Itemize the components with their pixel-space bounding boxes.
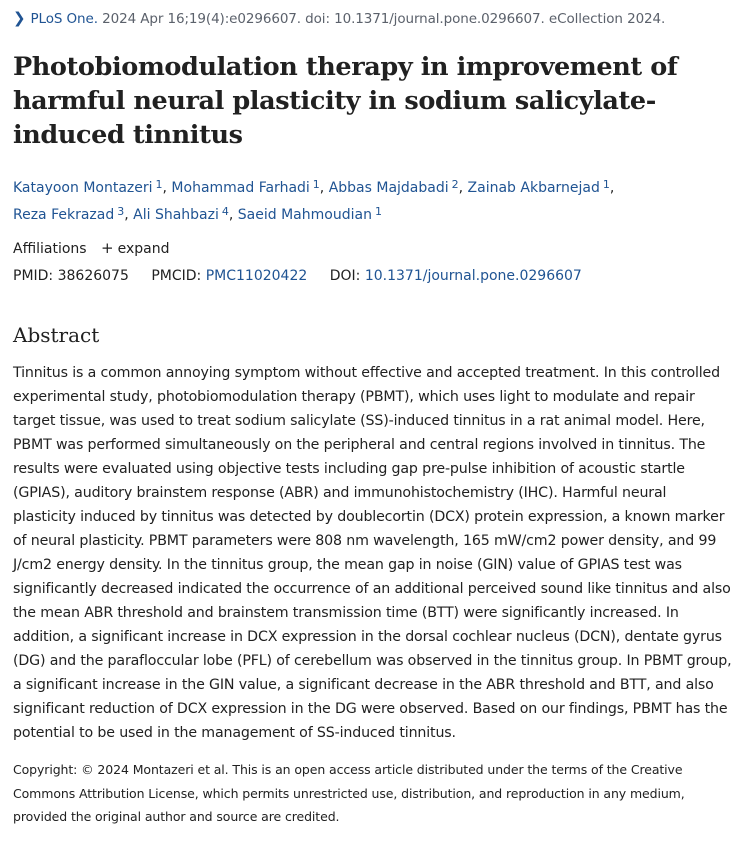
author-separator: , xyxy=(609,180,615,196)
citation-details: 2024 Apr 16;19(4):e0296607. doi: 10.1371/journal.pone.0296607. eCollection 2024. xyxy=(97,11,666,27)
doi-link[interactable]: 10.1371/journal.pone.0296607 xyxy=(364,268,582,284)
author-separator: , xyxy=(319,180,329,196)
author-item xyxy=(238,207,382,223)
plus-icon: + xyxy=(101,239,114,257)
expand-label: expand xyxy=(117,241,170,257)
affiliations-expand-button[interactable] xyxy=(101,241,169,257)
author-separator: , xyxy=(162,180,172,196)
author-item xyxy=(468,180,615,196)
author-link[interactable]: Reza Fekrazad xyxy=(13,207,115,223)
citation-line xyxy=(13,8,733,29)
author-affiliation-ref[interactable]: 1 xyxy=(155,178,163,191)
affiliations-row xyxy=(13,237,733,260)
author-affiliation-ref[interactable]: 1 xyxy=(312,178,320,191)
pmcid-link[interactable]: PMC11020422 xyxy=(205,268,308,284)
author-link[interactable]: Zainab Akbarnejad xyxy=(467,180,600,196)
author-link[interactable]: Mohammad Farhadi xyxy=(171,180,310,196)
author-link[interactable]: Ali Shahbazi xyxy=(133,207,219,223)
journal-name: PLoS One. xyxy=(30,11,98,27)
identifiers-row xyxy=(13,265,733,287)
abstract-text: Tinnitus is a common annoying symptom without effective and accepted treatment. In this controlled experimental study, photobiomodulation therapy (PBMT), which uses light to modulate and repair target tissue, was used to treat sodium salicylate (SS)-induced tinnitus in a rat animal model. Here, PBMT was performed simultaneously on the peripheral and central regions involved in tinnitus. The results were evaluated using objective tests including gap pre-pulse inhibition of acoustic startle (GPIAS), auditory brainstem response (ABR) and immunohistochemistry (IHC). Harmful neural plasticity induced by tinnitus was detected by doublecortin (DCX) protein expression, a known marker of neural plasticity. PBMT parameters were 808 nm wavelength, 165 mW/cm2 power density, and 99 J/cm2 energy density. In the tinnitus group, the mean gap in noise (GIN) value of GPIAS test was significantly decreased indicated the occurrence of an additional perceived sound like tinnitus and also the mean ABR threshold and brainstem transmission time (BTT) were significantly increased. In addition, a significant increase in DCX expression in the dorsal cochlear nucleus (DCN), dentate gyrus (DG) and the parafloccular lobe (PFL) of cerebellum was observed in the tinnitus group. In PBMT group, a significant increase in the GIN value, a significant decrease in the ABR threshold and BTT, and also significant reduction of DCX expression in the DG were observed. Based on our findings, PBMT has the potential to be used in the management of SS-induced tinnitus. xyxy=(13,365,732,741)
doi-label: DOI: xyxy=(329,268,361,284)
author-affiliation-ref[interactable]: 4 xyxy=(221,205,229,218)
author-link[interactable]: Katayoon Montazeri xyxy=(13,180,153,196)
journal-citation-toggle[interactable] xyxy=(13,11,98,27)
author-separator: , xyxy=(458,180,468,196)
author-affiliation-ref[interactable]: 3 xyxy=(117,205,125,218)
abstract-heading: Abstract xyxy=(13,323,100,347)
pmid-value: 38626075 xyxy=(57,268,129,284)
chevron-right-icon: ❯ xyxy=(13,9,26,27)
pmcid-label: PMCID: xyxy=(151,268,202,284)
author-item xyxy=(133,207,238,223)
copyright-notice: Copyright: © 2024 Montazeri et al. This is an open access article distributed under the terms of the Creative Commons Attribution License, which permits unrestricted use, distribution, and reproduction in any medium, provided the original author and source are credited. xyxy=(13,762,685,824)
author-item xyxy=(171,180,328,196)
article-title: Photobiomodulation therapy in improvement of harmful neural plasticity in sodium salicylate-induced tinnitus xyxy=(13,52,678,150)
author-affiliation-ref[interactable]: 1 xyxy=(374,205,382,218)
author-link[interactable]: Abbas Majdabadi xyxy=(328,180,449,196)
author-item xyxy=(13,207,133,223)
author-affiliation-ref[interactable]: 2 xyxy=(451,178,459,191)
author-item xyxy=(13,180,171,196)
author-list xyxy=(13,173,733,227)
author-affiliation-ref[interactable]: 1 xyxy=(602,178,610,191)
author-separator: , xyxy=(124,207,134,223)
pmid-label: PMID: xyxy=(13,268,54,284)
author-separator: , xyxy=(228,207,238,223)
affiliations-label: Affiliations xyxy=(13,241,87,257)
author-item xyxy=(329,180,468,196)
author-link[interactable]: Saeid Mahmoudian xyxy=(237,207,372,223)
